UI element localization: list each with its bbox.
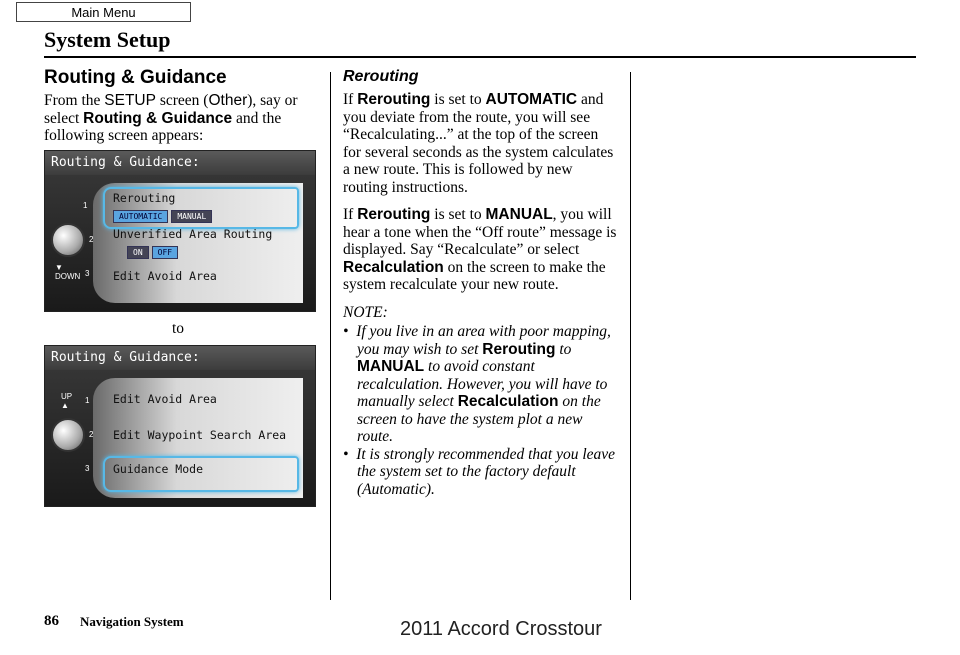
joystick-knob-icon bbox=[51, 418, 85, 452]
routing-guidance-screen-after: Routing & Guidance: UP ▲ 1 2 3 Edit Avoid Area Edit Waypoint Search Area Guidance Mode bbox=[44, 345, 316, 507]
routing-guidance-screen-before: Routing & Guidance: 1 2 3 ▼ DOWN Rerouting AUTOMATIC MANUAL Unverified Area Routing ON OFF Edit Avoid Area bbox=[44, 150, 316, 312]
to-text: to bbox=[172, 320, 185, 337]
down-label: ▼ DOWN bbox=[55, 263, 81, 281]
watermark-text: 2011 Accord Crosstour bbox=[400, 618, 602, 640]
chip-automatic[interactable]: AUTOMATIC bbox=[113, 210, 168, 223]
subsection-heading: Rerouting bbox=[343, 68, 419, 85]
paragraph-automatic: If Rerouting is set to AUTOMATIC and you deviate from the route, you will see “Recalculating...” at the top of the screen for several seconds as the system calculates a new route. This is followed by new routing instructions. bbox=[343, 91, 614, 196]
footer-label: Navigation System bbox=[80, 614, 184, 629]
menu-item-rerouting[interactable]: Rerouting AUTOMATIC MANUAL bbox=[103, 187, 299, 229]
menu-item-edit-waypoint-search-area[interactable]: Edit Waypoint Search Area bbox=[113, 428, 287, 442]
chip-manual[interactable]: MANUAL bbox=[171, 210, 212, 223]
joystick-knob-icon bbox=[51, 223, 85, 257]
menu-item-unverified-area-routing[interactable]: Unverified Area Routing ON OFF bbox=[113, 227, 273, 257]
main-menu-button[interactable]: Main Menu bbox=[16, 2, 191, 22]
note-list bbox=[343, 323, 618, 498]
screen-title-bar: Routing & Guidance: bbox=[45, 151, 315, 175]
intro-text: From the SETUP screen (Other), say or select Routing & Guidance and the following screen appears: bbox=[44, 92, 298, 144]
page-title: System Setup bbox=[44, 27, 171, 52]
rerouting-text bbox=[343, 91, 618, 498]
up-label: UP ▲ bbox=[61, 392, 73, 410]
column-divider-left bbox=[330, 72, 331, 600]
note-label: NOTE: bbox=[343, 303, 388, 321]
title-divider bbox=[44, 56, 916, 58]
menu-item-guidance-mode[interactable]: Guidance Mode bbox=[103, 456, 299, 492]
screen-title-bar: Routing & Guidance: bbox=[45, 346, 315, 370]
chip-on[interactable]: ON bbox=[127, 246, 149, 259]
paragraph-manual: If Rerouting is set to MANUAL, you will hear a tone when the “Off route” message is displayed. Say “Recalculate” or select Recalculation on the screen to make the system recalculate your new route. bbox=[343, 206, 617, 293]
chip-off[interactable]: OFF bbox=[152, 246, 178, 259]
note-item: • It is strongly recommended that you leave the system set to the factory default (Automatic). bbox=[343, 445, 616, 498]
section-heading: Routing & Guidance bbox=[44, 67, 227, 88]
menu-item-edit-avoid-area[interactable]: Edit Avoid Area bbox=[113, 392, 217, 406]
note-item: • If you live in an area with poor mapping, you may wish to set Rerouting to MANUAL to avoid constant recalculation. However, you will have to manually select Recalculation on the screen to have the system plot a new route. bbox=[343, 323, 611, 445]
column-divider-right bbox=[630, 72, 631, 600]
page-number: 86 bbox=[44, 613, 59, 629]
menu-item-edit-avoid-area[interactable]: Edit Avoid Area bbox=[113, 269, 217, 283]
